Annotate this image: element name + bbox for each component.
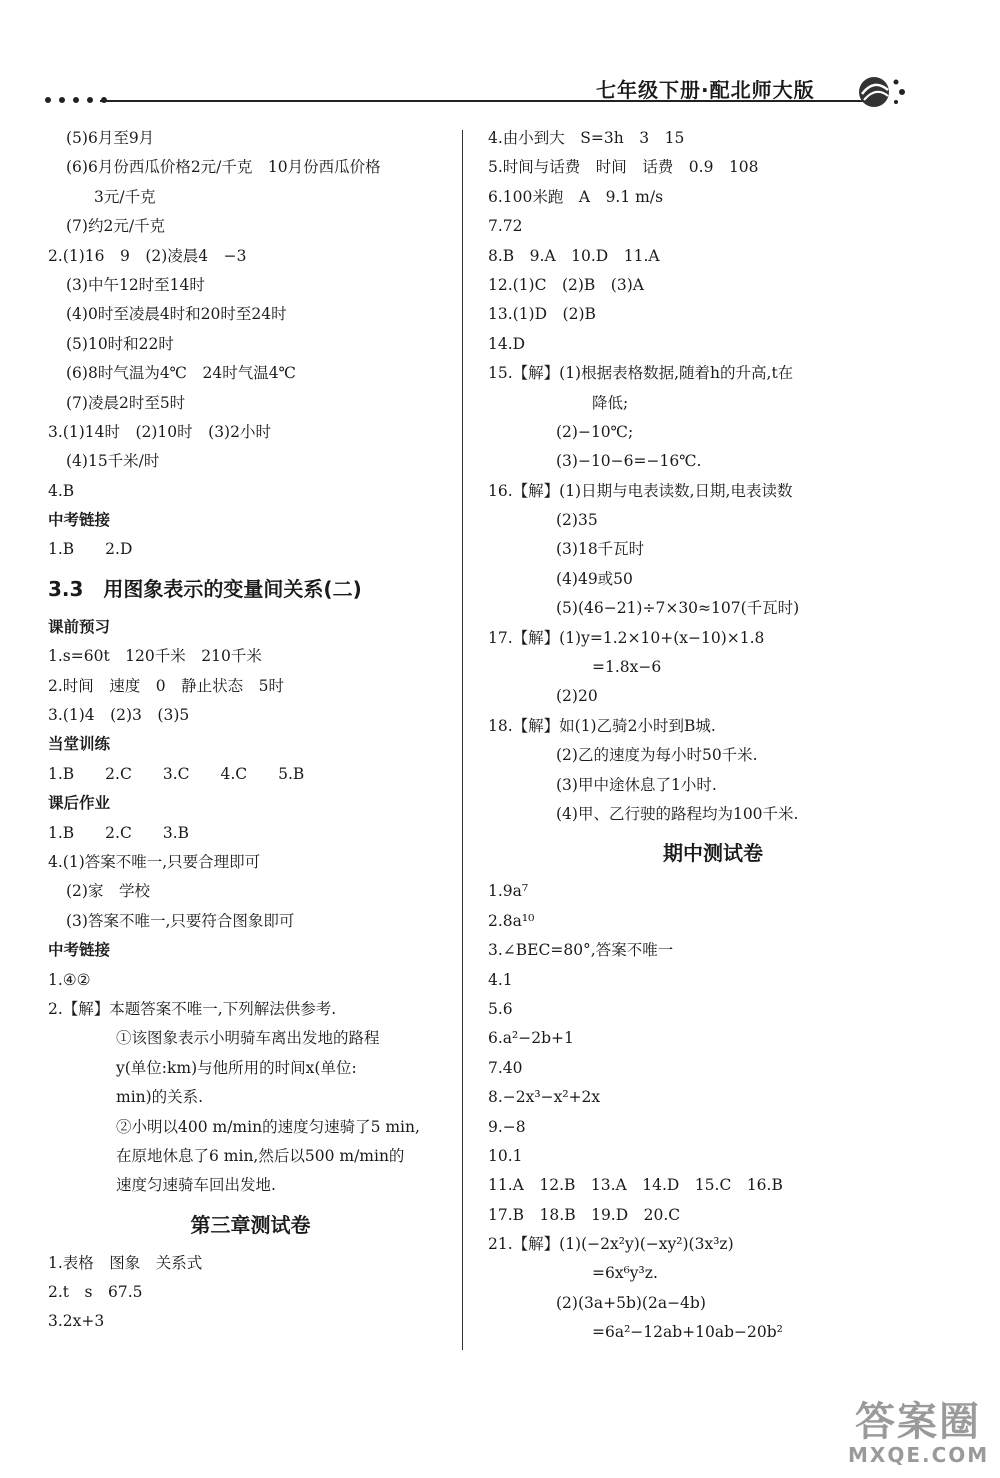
answer-line: =6x⁶y³z. <box>592 1264 658 1283</box>
subsection-label: 中考链接 <box>48 511 111 530</box>
answer-line: 4.B <box>48 481 75 500</box>
answer-line: (2)35 <box>556 511 598 530</box>
answer-line: 7.40 <box>488 1058 523 1077</box>
answer-line: (3)答案不唯一,只要符合图象即可 <box>66 911 295 930</box>
section-heading: 3.3 用图象表示的变量间关系(二) <box>48 576 362 601</box>
answer-line: 3.(1)14时 (2)10时 (3)2小时 <box>48 422 271 441</box>
answer-line: =1.8x−6 <box>592 658 662 677</box>
watermark <box>848 1400 988 1468</box>
answer-line: 3元/千克 <box>94 187 156 206</box>
page-header-title: 七年级下册·配北师大版 <box>596 78 815 102</box>
answer-line: 1.s=60t 120千米 210千米 <box>48 647 262 666</box>
answer-line: (7)凌晨2时至5时 <box>66 393 186 412</box>
answer-line: 4.1 <box>488 970 513 989</box>
subsection-label: 当堂训练 <box>48 735 111 754</box>
answer-line: 10.1 <box>488 1146 523 1165</box>
answer-line: (7)约2元/千克 <box>66 217 166 236</box>
answer-line: 6.100米跑 A 9.1 m/s <box>488 187 664 206</box>
subsection-label: 中考链接 <box>48 941 111 960</box>
answer-line: min)的关系. <box>116 1088 204 1107</box>
answer-line: y(单位:km)与他所用的时间x(单位: <box>116 1058 357 1077</box>
answer-line: 降低; <box>592 393 629 412</box>
answer-line: (3)18千瓦时 <box>556 540 645 559</box>
answer-line: 3.2x+3 <box>48 1312 105 1331</box>
answer-line: 18.【解】如(1)乙骑2小时到B城. <box>488 716 716 735</box>
answer-line: 2.t s 67.5 <box>48 1283 143 1302</box>
answer-line: 2.时间 速度 0 静止状态 5时 <box>48 676 285 695</box>
answer-line: 8.−2x³−x²+2x <box>488 1088 601 1107</box>
answer-line: 速度匀速骑车回出发地. <box>116 1176 276 1195</box>
section-heading: 期中测试卷 <box>663 841 763 866</box>
answer-line: 16.【解】(1)日期与电表读数,日期,电表读数 <box>488 481 793 500</box>
answer-line: 1.B 2.C 3.C 4.C 5.B <box>48 764 305 783</box>
answer-line: 6.a²−2b+1 <box>488 1029 574 1048</box>
answer-line: (2)家 学校 <box>66 882 150 901</box>
answer-line: (2)(3a+5b)(2a−4b) <box>556 1293 706 1312</box>
answer-line: 7.72 <box>488 217 523 236</box>
answer-line: 17.B 18.B 19.D 20.C <box>488 1205 681 1224</box>
answer-line: (3)−10−6=−16℃. <box>556 452 702 471</box>
answer-line: 9.−8 <box>488 1117 526 1136</box>
watermark-url: MXQE.COM <box>848 1443 990 1467</box>
header-logo-icon <box>852 72 912 112</box>
right-column <box>488 124 938 1348</box>
answer-line: (2)乙的速度为每小时50千米. <box>556 746 758 765</box>
answer-line: 17.【解】(1)y=1.2×10+(x−10)×1.8 <box>488 628 765 647</box>
answer-line: (3)甲中途休息了1小时. <box>556 775 717 794</box>
answer-line: (4)甲、乙行驶的路程均为100千米. <box>556 804 799 823</box>
answer-line: 1.9a⁷ <box>488 882 529 901</box>
answer-line: (3)中午12时至14时 <box>66 275 205 294</box>
answer-line: 4.由小到大 S=3h 3 15 <box>488 129 685 147</box>
answer-line: ①该图象表示小明骑车离出发地的路程 <box>116 1029 380 1048</box>
answer-line: 5.时间与话费 时间 话费 0.9 108 <box>488 158 759 177</box>
answer-line: =6a²−12ab+10ab−20b² <box>592 1323 783 1342</box>
subsection-label: 课后作业 <box>48 794 111 813</box>
answer-line: 2.8a¹⁰ <box>488 911 535 930</box>
answer-line: (2)20 <box>556 687 598 706</box>
answer-line: (6)8时气温为4℃ 24时气温4℃ <box>66 364 296 383</box>
answer-line: 在原地休息了6 min,然后以500 m/min的 <box>116 1146 405 1165</box>
answer-line: 3.(1)4 (2)3 (3)5 <box>48 706 190 725</box>
answer-line: (6)6月份西瓜价格2元/千克 10月份西瓜价格 <box>66 158 381 177</box>
answer-line: (5)6月至9月 <box>66 129 155 147</box>
section-heading: 第三章测试卷 <box>190 1212 311 1237</box>
answer-line: ②小明以400 m/min的速度匀速骑了5 min, <box>116 1117 420 1136</box>
answer-line: 2.(1)16 9 (2)凌晨4 −3 <box>48 246 247 265</box>
answer-line: (2)−10℃; <box>556 422 634 441</box>
answer-line: 11.A 12.B 13.A 14.D 15.C 16.B <box>488 1176 783 1195</box>
answer-line: (4)0时至凌晨4时和20时至24时 <box>66 305 287 324</box>
answer-line: 13.(1)D (2)B <box>488 305 596 324</box>
answer-line: (4)49或50 <box>556 569 633 588</box>
answer-line: 15.【解】(1)根据表格数据,随着h的升高,t在 <box>488 364 794 383</box>
header-dots <box>45 97 107 103</box>
column-divider <box>462 130 463 1350</box>
answer-line: 1.④② <box>48 970 91 989</box>
answer-line: 4.(1)答案不唯一,只要合理即可 <box>48 852 261 871</box>
answer-line: 3.∠BEC=80°,答案不唯一 <box>488 941 674 960</box>
answer-line: 21.【解】(1)(−2x²y)(−xy²)(3x³z) <box>488 1235 734 1254</box>
answer-line: 1.B 2.D <box>48 540 133 559</box>
left-column <box>48 124 453 1337</box>
answer-line: 5.6 <box>488 999 513 1018</box>
answer-line: 1.B 2.C 3.B <box>48 823 190 842</box>
answer-line: 2.【解】本题答案不唯一,下列解法供参考. <box>48 999 337 1018</box>
answer-line: 12.(1)C (2)B (3)A <box>488 275 644 294</box>
answer-line: (4)15千米/时 <box>66 452 160 471</box>
answer-line: (5)10时和22时 <box>66 334 174 353</box>
subsection-label: 课前预习 <box>48 617 111 636</box>
answer-line: 8.B 9.A 10.D 11.A <box>488 246 660 265</box>
answer-line: 14.D <box>488 334 526 353</box>
watermark-logo-text: 答案圈 <box>855 1399 981 1445</box>
answer-line: 1.表格 图象 关系式 <box>48 1253 203 1272</box>
answer-line: (5)(46−21)÷7×30≈107(千瓦时) <box>556 599 800 618</box>
